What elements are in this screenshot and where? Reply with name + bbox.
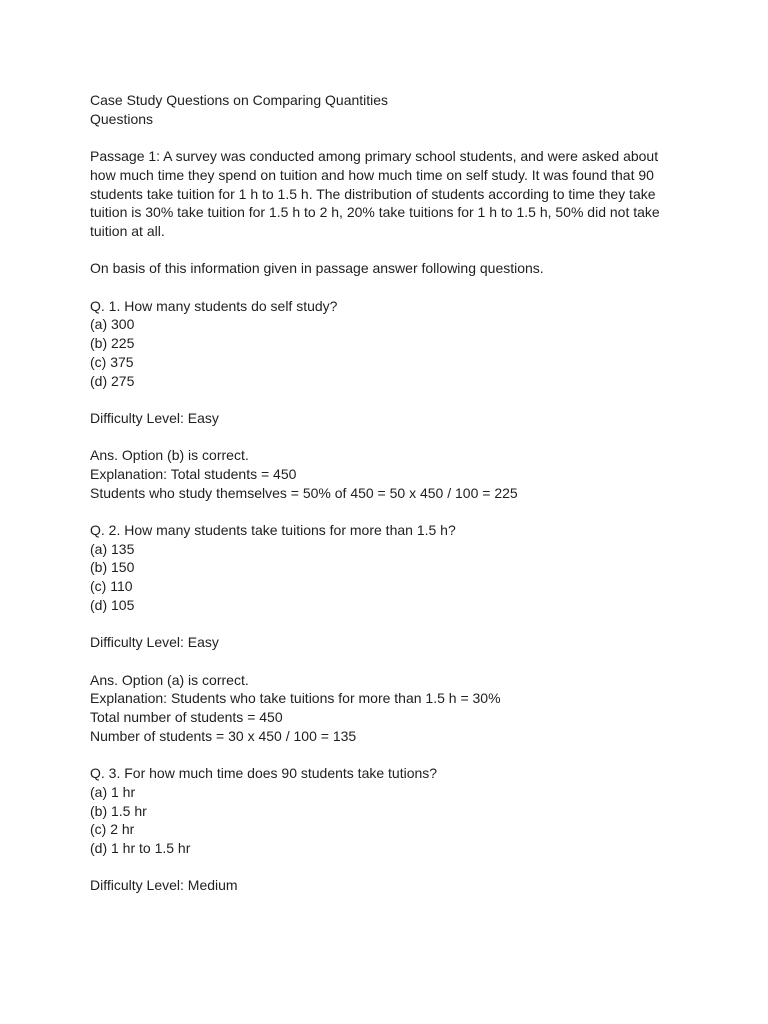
spacer: [90, 615, 690, 634]
question-option: (c) 110: [90, 578, 133, 595]
question-option: (d) 105: [90, 596, 135, 613]
difficulty-level: Difficulty Level: Easy: [90, 634, 219, 651]
question-option: (a) 300: [90, 316, 135, 333]
question-block: [90, 764, 690, 895]
passage-line: Passage 1: A survey was conducted among primary school students, and were asked about: [90, 148, 659, 165]
question-text: Q. 1. How many students do self study?: [90, 297, 338, 314]
document-title: Case Study Questions on Comparing Quantities: [90, 92, 389, 108]
passage-line: tuition is 30% take tuition for 1.5 h to 2 h, 20% take tuitions for 1 h to 1.5 h, 50% did not take: [90, 204, 660, 221]
explanation-line: Explanation: Total students = 450: [90, 465, 297, 482]
spacer: [90, 390, 690, 409]
question-block: [90, 521, 690, 745]
difficulty-level: Difficulty Level: Easy: [90, 409, 219, 426]
question-option: (a) 135: [90, 540, 135, 557]
spacer: [90, 502, 690, 521]
explanation-line: Students who study themselves = 50% of 450 = 50 x 450 / 100 = 225: [90, 484, 518, 501]
question-option: (c) 375: [90, 353, 134, 370]
question-text: Q. 2. How many students take tuitions for more than 1.5 h?: [90, 522, 456, 539]
explanation-line: Number of students = 30 x 450 / 100 = 135: [90, 727, 357, 744]
spacer: [90, 278, 690, 297]
spacer: [90, 745, 690, 764]
answer-text: Ans. Option (a) is correct.: [90, 671, 249, 688]
document-subtitle: Questions: [90, 110, 154, 127]
explanation-line: Explanation: Students who take tuitions for more than 1.5 h = 30%: [90, 690, 501, 707]
difficulty-level: Difficulty Level: Medium: [90, 877, 238, 894]
passage-line: tuition at all.: [90, 222, 165, 239]
question-option: (d) 1 hr to 1.5 hr: [90, 839, 191, 856]
passage-text: [90, 147, 690, 241]
answer-text: Ans. Option (b) is correct.: [90, 447, 249, 464]
question-option: (c) 2 hr: [90, 821, 135, 838]
document-page: [90, 91, 690, 895]
spacer: [90, 128, 690, 147]
passage-instruction: On basis of this information given in passage answer following questions.: [90, 260, 544, 277]
question-option: (b) 225: [90, 335, 135, 352]
spacer: [90, 652, 690, 671]
spacer: [90, 241, 690, 260]
question-option: (a) 1 hr: [90, 783, 136, 800]
question-block: [90, 297, 690, 503]
question-text: Q. 3. For how much time does 90 students take tutions?: [90, 765, 438, 782]
question-option: (b) 150: [90, 559, 135, 576]
question-option: (b) 1.5 hr: [90, 802, 147, 819]
explanation-line: Total number of students = 450: [90, 709, 283, 726]
question-option: (d) 275: [90, 372, 135, 389]
passage-line: how much time they spend on tuition and how much time on self study. It was found that 90: [90, 166, 654, 183]
spacer: [90, 858, 690, 877]
spacer: [90, 428, 690, 447]
passage-line: students take tuition for 1 h to 1.5 h. The distribution of students according to time they take: [90, 185, 656, 202]
